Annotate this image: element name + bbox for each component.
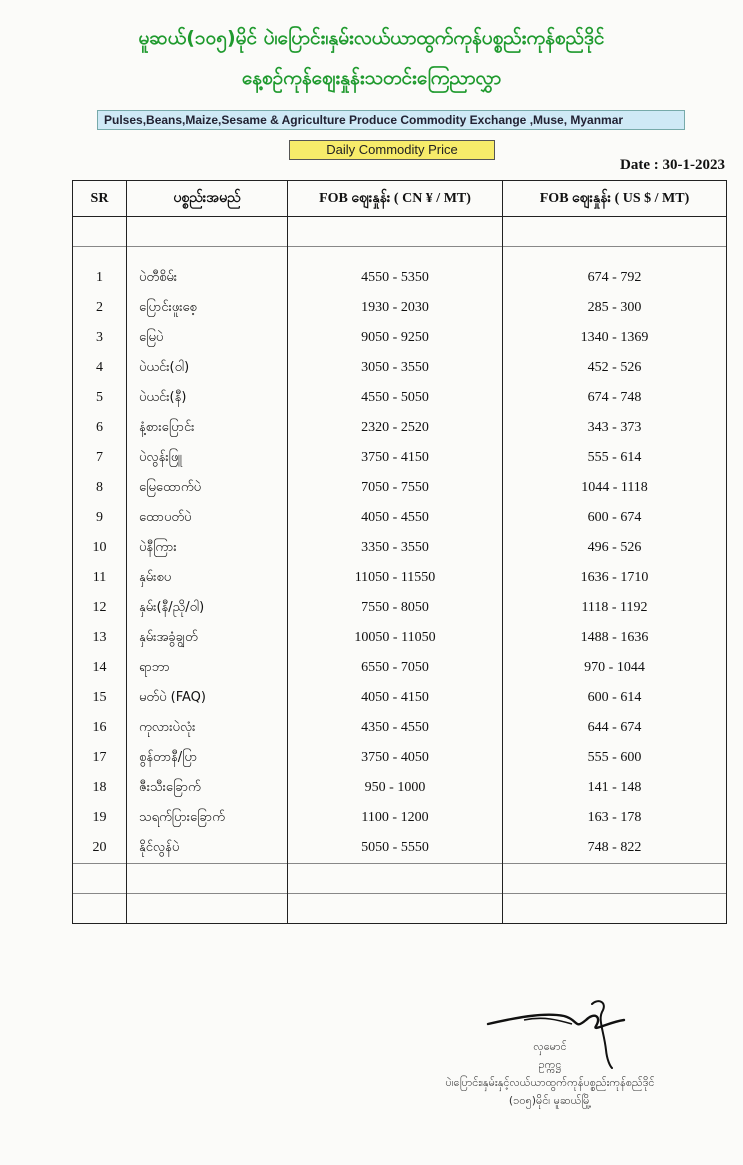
sr-cell: 16 xyxy=(73,713,127,743)
usd-price-cell: 555 - 600 xyxy=(503,743,727,773)
title-line-1: မူဆယ်(၁၀၅)မိုင် ပဲ၊ပြောင်း၊နှမ်းလယ်ယာထွက်ကုန်ပစ္စည်းကုန်စည်ဒိုင် xyxy=(138,27,605,49)
item-name-cell: နိုင်လွန်ပဲ xyxy=(127,833,288,864)
table-row xyxy=(73,353,727,383)
cny-price-cell: 7050 - 7550 xyxy=(288,473,503,503)
item-name-cell: မြေပဲ xyxy=(127,323,288,353)
sr-cell: 11 xyxy=(73,563,127,593)
item-name-cell: မတ်ပဲ (FAQ) xyxy=(127,683,288,713)
item-name-cell: နှမ်းအခွံချွတ် xyxy=(127,623,288,653)
usd-price-cell: 674 - 748 xyxy=(503,383,727,413)
usd-price-cell: 600 - 614 xyxy=(503,683,727,713)
item-name-cell: ပဲတီစိမ်း xyxy=(127,263,288,293)
sr-cell: 19 xyxy=(73,803,127,833)
item-name-cell: ကုလားပဲလုံး xyxy=(127,713,288,743)
sr-cell: 10 xyxy=(73,533,127,563)
usd-price-cell: 748 - 822 xyxy=(503,833,727,864)
cny-price-cell: 4550 - 5350 xyxy=(288,263,503,293)
item-name-cell: ပဲယင်း(ဝါ) xyxy=(127,353,288,383)
sr-cell: 13 xyxy=(73,623,127,653)
item-name-cell: ပဲယင်း(နီ) xyxy=(127,383,288,413)
cny-price-cell: 1100 - 1200 xyxy=(288,803,503,833)
table-row xyxy=(73,803,727,833)
date-label: Date : 30-1-2023 xyxy=(620,157,725,173)
sr-cell: 3 xyxy=(73,323,127,353)
table-row xyxy=(73,323,727,353)
sr-cell: 4 xyxy=(73,353,127,383)
cny-price-cell: 5050 - 5550 xyxy=(288,833,503,864)
signoff-block xyxy=(400,1038,700,1110)
item-name-cell: နှမ်းစပ xyxy=(127,563,288,593)
exchange-banner: Pulses,Beans,Maize,Sesame & Agriculture Produce Commodity Exchange ,Muse, Myanmar xyxy=(97,110,685,130)
table-row xyxy=(73,593,727,623)
usd-price-cell: 970 - 1044 xyxy=(503,653,727,683)
sr-cell: 9 xyxy=(73,503,127,533)
cny-price-cell: 11050 - 11550 xyxy=(288,563,503,593)
item-name-cell: ပြောင်းဖူးစေ့ xyxy=(127,293,288,323)
col-sr: SR xyxy=(73,181,127,217)
usd-price-cell: 496 - 526 xyxy=(503,533,727,563)
usd-price-cell: 343 - 373 xyxy=(503,413,727,443)
signer-org: ပဲ၊ပြောင်း၊နှမ်းနှင့်လယ်ယာထွက်ကုန်ပစ္စည်းကုန်စည်ဒိုင် xyxy=(445,1076,655,1089)
cny-price-cell: 4050 - 4550 xyxy=(288,503,503,533)
cny-price-cell: 3050 - 3550 xyxy=(288,353,503,383)
daily-price-label: Daily Commodity Price xyxy=(289,140,495,160)
empty-row xyxy=(73,247,727,264)
sr-cell: 15 xyxy=(73,683,127,713)
sr-cell: 18 xyxy=(73,773,127,803)
signer-name: လှမောင် xyxy=(533,1040,567,1053)
table-row xyxy=(73,773,727,803)
table-row xyxy=(73,443,727,473)
col-name: ပစ္စည်းအမည် xyxy=(127,181,288,217)
item-name-cell: ဇီးသီးခြောက် xyxy=(127,773,288,803)
usd-price-cell: 1488 - 1636 xyxy=(503,623,727,653)
signer-location: (၁၀၅)မိုင်၊ မူဆယ်မြို့ xyxy=(508,1094,592,1107)
cny-price-cell: 950 - 1000 xyxy=(288,773,503,803)
cny-price-cell: 4350 - 4550 xyxy=(288,713,503,743)
empty-row xyxy=(73,217,727,247)
table-row xyxy=(73,293,727,323)
table-row xyxy=(73,653,727,683)
table-row xyxy=(73,683,727,713)
usd-price-cell: 1636 - 1710 xyxy=(503,563,727,593)
col-cny: FOB ဈေးနှုန်း ( CN ¥ / MT) xyxy=(288,181,503,217)
table-row xyxy=(73,713,727,743)
title-line-2: နေ့စဉ်ကုန်ဈေးနှုန်းသတင်းကြေညာလွှာ xyxy=(241,67,502,89)
table-row xyxy=(73,473,727,503)
empty-row xyxy=(73,864,727,894)
cny-price-cell: 3750 - 4150 xyxy=(288,443,503,473)
usd-price-cell: 1340 - 1369 xyxy=(503,323,727,353)
table-row xyxy=(73,263,727,293)
usd-price-cell: 1118 - 1192 xyxy=(503,593,727,623)
table-row xyxy=(73,383,727,413)
usd-price-cell: 1044 - 1118 xyxy=(503,473,727,503)
sr-cell: 8 xyxy=(73,473,127,503)
sr-cell: 1 xyxy=(73,263,127,293)
item-name-cell: ရာဘာ xyxy=(127,653,288,683)
usd-price-cell: 452 - 526 xyxy=(503,353,727,383)
cny-price-cell: 3350 - 3550 xyxy=(288,533,503,563)
cny-price-cell: 10050 - 11050 xyxy=(288,623,503,653)
item-name-cell: ပဲလွန်းဖြူ xyxy=(127,443,288,473)
usd-price-cell: 600 - 674 xyxy=(503,503,727,533)
item-name-cell: နံ့စားပြောင်း xyxy=(127,413,288,443)
sr-cell: 7 xyxy=(73,443,127,473)
item-name-cell: ထောပတ်ပဲ xyxy=(127,503,288,533)
table-row xyxy=(73,503,727,533)
table-row xyxy=(73,533,727,563)
table-row xyxy=(73,833,727,864)
sr-cell: 6 xyxy=(73,413,127,443)
usd-price-cell: 555 - 614 xyxy=(503,443,727,473)
table-row xyxy=(73,413,727,443)
usd-price-cell: 163 - 178 xyxy=(503,803,727,833)
table-row xyxy=(73,563,727,593)
usd-price-cell: 674 - 792 xyxy=(503,263,727,293)
sr-cell: 14 xyxy=(73,653,127,683)
cny-price-cell: 1930 - 2030 xyxy=(288,293,503,323)
item-name-cell: သရက်ပြားခြောက် xyxy=(127,803,288,833)
usd-price-cell: 644 - 674 xyxy=(503,713,727,743)
usd-price-cell: 141 - 148 xyxy=(503,773,727,803)
item-name-cell: စွန်တာနီ/ပြာ xyxy=(127,743,288,773)
cny-price-cell: 4550 - 5050 xyxy=(288,383,503,413)
cny-price-cell: 2320 - 2520 xyxy=(288,413,503,443)
signer-title: ဥက္ကဋ္ဌ xyxy=(538,1058,562,1071)
usd-price-cell: 285 - 300 xyxy=(503,293,727,323)
col-usd: FOB ဈေးနှုန်း ( US $ / MT) xyxy=(503,181,727,217)
cny-price-cell: 3750 - 4050 xyxy=(288,743,503,773)
cny-price-cell: 4050 - 4150 xyxy=(288,683,503,713)
cny-price-cell: 6550 - 7050 xyxy=(288,653,503,683)
table-row xyxy=(73,623,727,653)
item-name-cell: ပဲနီကြား xyxy=(127,533,288,563)
header-row xyxy=(73,181,727,217)
sr-cell: 2 xyxy=(73,293,127,323)
cny-price-cell: 7550 - 8050 xyxy=(288,593,503,623)
table-row xyxy=(73,743,727,773)
sr-cell: 5 xyxy=(73,383,127,413)
sr-cell: 20 xyxy=(73,833,127,864)
sr-cell: 12 xyxy=(73,593,127,623)
sr-cell: 17 xyxy=(73,743,127,773)
cny-price-cell: 9050 - 9250 xyxy=(288,323,503,353)
item-name-cell: နှမ်း(နီ/ညို/ဝါ) xyxy=(127,593,288,623)
empty-row xyxy=(73,894,727,924)
price-table xyxy=(72,180,727,924)
item-name-cell: မြေထောက်ပဲ xyxy=(127,473,288,503)
